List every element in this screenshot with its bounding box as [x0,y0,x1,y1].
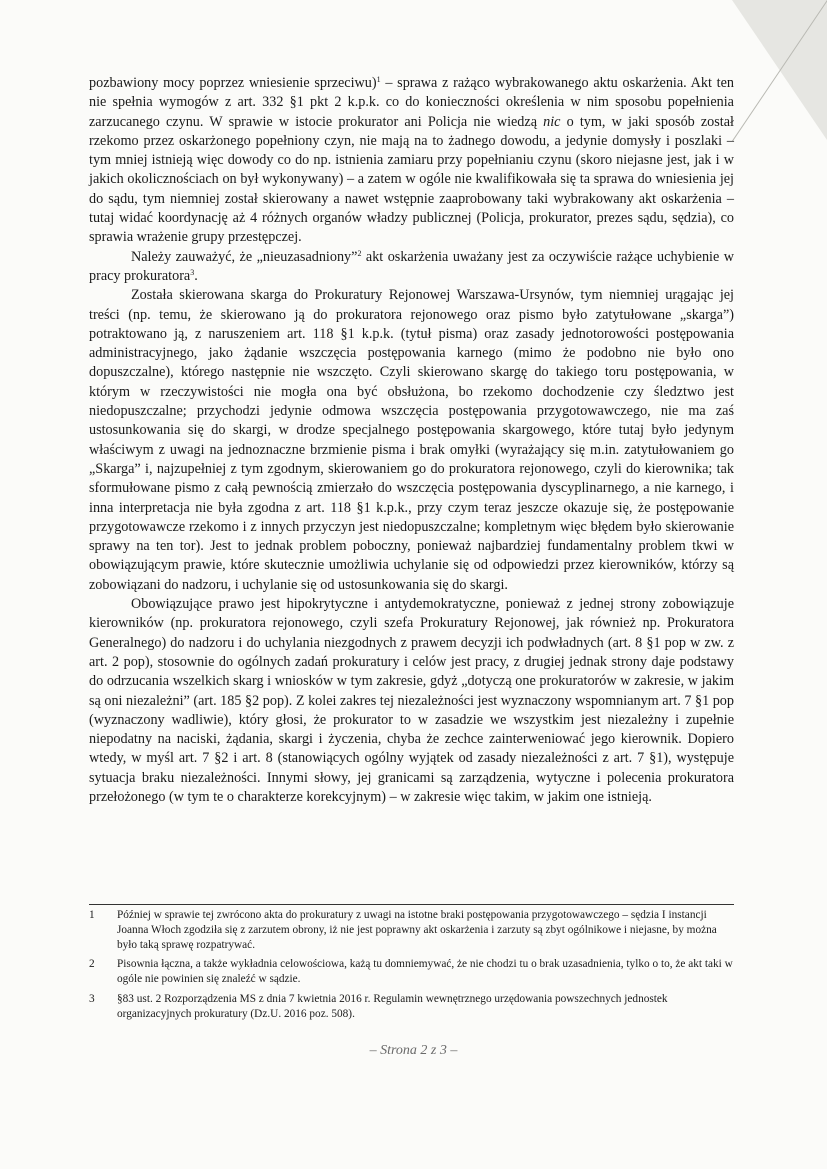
emphasis-text: nic [543,113,561,130]
document-body [89,74,734,807]
footnote-ref-1: 1 [376,75,381,84]
footnote-text: §83 ust. 2 Rozporządzenia MS z dnia 7 kwietnia 2016 r. Regulamin wewnętrznego urzędowania powszechnych jednostek organizacyjnych prokuratury (Dz.U. 2016 poz. 508). [117,992,668,1020]
footnote-text: Pisownia łączna, a także wykładnia celowościowa, każą tu domniemywać, że nie chodzi tu o brak uzasadnienia, tylko o to, że akt taki w ogóle nie powinien się znaleźć w sądzie. [117,958,733,986]
paragraph-2: Należy zauważyć, że „nieuzasadniony”$^2$ akt oskarżenia uważany jest za oczywiście rażące uchybienie w pracy prokuratora$^3$. [89,248,734,284]
footnote-2 [89,957,734,987]
paragraph-1: pozbawiony mocy poprzez wniesienie sprzeciwu)$^1$ – sprawa z rażąco wybrakowanego aktu oskarżenia. Akt ten nie spełnia wymogów z art. 332 §1 pkt 2 k.p.k. co do konieczności określenia w nim sposobu popełnienia zarzucanego czynu. W sprawie w istocie prokurator ani Policja nie wiedzą nic o tym, w jaki sposób został rzekomo przez oskarżonego popełniony czyn, nie mają na to żadnego dowodu, a jedynie domysły i poszlaki – tym mniej istnieją więc dowody co do np. istnienia zamiaru przy popełnianiu czynu (skoro niejasne jest, jak i w jakich okolicznościach on był wykonywany) – a zatem w ogóle nie kwalifikowała się ta sprawa do wniesienia jej do sądu, tym niemniej został skierowany a nawet wstępnie zaaprobowany taki wybrakowany akt oskarżenia – tutaj widać koordynację aż 4 różnych organów władzy publicznej (Policja, prokurator, prezes sądu, sędzia), co sprawia wrażenie grupy przestępczej. [89,75,734,246]
paragraph-4: Obowiązujące prawo jest hipokrytyczne i antydemokratyczne, ponieważ z jednej strony zobowiązuje kierowników (np. prokuratora rejonowego, czyli szefa Prokuratury Rejonowej, jak również np. Prokuratora Generalnego) do nadzoru i do uchylania niezgodnych z prawem decyzji ich podwładnych (art. 8 §1 pop w zw. z art. 2 pop), stosownie do ogólnych zadań prokuratury i celów jest pracy, z drugiej jednak strony daje podstawy do odrzucania wszelkich skarg i wniosków w tym zakresie, gdyż „dotyczą one prokuratorów w zakresie, w jakim są oni niezależni” (art. 185 §2 pop). Z kolei zakres tej niezależności jest wyznaczony wspomnianym art. 7 §1 pop (wyznaczony wadliwie), który głosi, że prokurator to w zasadzie we wszystkim jest niezależny i zupełnie niepodatny na naciski, żądania, skargi i życzenia, chyba że zechce zainterweniować jego kierownik. Dopiero wtedy, w myśl art. 7 §2 i art. 8 (stanowiących ogólny wyjątek od zasady niezależności z art. 7 §1), występuje sytuacja braku niezależności. Innymi słowy, jej granicami są zarządzenia, wytyczne i polecenia prokuratora przełożonego (w tym te o charakterze korekcyjnym) – w zakresie więc takim, w jakim one istnieją. [89,596,734,805]
page-number: – Strona 2 z 3 – [369,1043,458,1058]
footnote-text: Później w sprawie tej zwrócono akta do prokuratury z uwagi na istotne braki postępowania przygotowawczego – sędzia I instancji Joanna Włoch zgodziła się z zarzutem obrony, iż nie jest poprawny akt oskarżenia i zarzuty są zbyt ogólnikowe i niejasne, by można było taką sprawę rozpatrywać. [117,909,717,951]
footnote-ref-3: 3 [190,267,195,277]
paragraph-3: Została skierowana skarga do Prokuratury Rejonowej Warszawa-Ursynów, tym niemniej urągając jej treści (np. temu, że skierowano ją do prokuratora rejonowego oraz pismo było zatytułowane „skarga”) potraktowano ją, z naruszeniem art. 118 §1 k.p.k. (tytuł pisma) oraz zasady jednotorowości postępowania administracyjnego, jako żądanie wszczęcia postępowania karnego (mimo że podobno nie było ono dopuszczalne), którego następnie nie wszczęto. Czyli skierowano skargę do takiego toru postępowania, w którym w rzeczywistości nie mogła ona być obsłużona, bo rzekomo dochodzenie czy śledztwo jest niedopuszczalne; przychodzi jedynie odmowa wszczęcia postępowania przygotowawczego, nie ma zaś ustosunkowania się do skargi, w drodze specjalnego postępowania skargowego, które tutaj było jedynym właściwym z uwagi na jednoznaczne brzmienie pisma i brak omyłki (wyrażający się m.in. zatytułowaniem go „Skarga” i, najzupełniej z tym zgodnym, skierowaniem go do prokuratora rejonowego, czyli do kierownika; tak sformułowane pismo z całą pewnością zmierzało do wszczęcia postępowania dyscyplinarnego, a nie karnego, i inna interpretacja nie była zgodna z art. 118 §1 k.p.k., przy czym teraz jeszcze okazuje się, że postępowanie przygotowawcze rzekomo i z innych przyczyn jest niedopuszczalne; kompletnym więc błędem było skierowanie sprawy na ten tor). Jest to jednak problem poboczny, ponieważ najbardziej fundamentalny problem tkwi w obowiązującym prawie, które skutecznie umożliwia uchylanie się od odpowiedzi przez kierowników, którzy są zobowiązani do nadzoru, i uchylanie się od ustosunkowania się do skargi. [89,287,734,593]
footnote-3 [89,992,734,1022]
footnote-number: 3 [89,992,95,1005]
footnotes [89,908,734,1027]
footnote-separator [89,904,734,905]
footnote-number: 2 [89,958,95,971]
footnote-1 [89,908,734,952]
footnote-number: 1 [89,909,95,921]
footnote-ref-2: 2 [357,248,362,258]
